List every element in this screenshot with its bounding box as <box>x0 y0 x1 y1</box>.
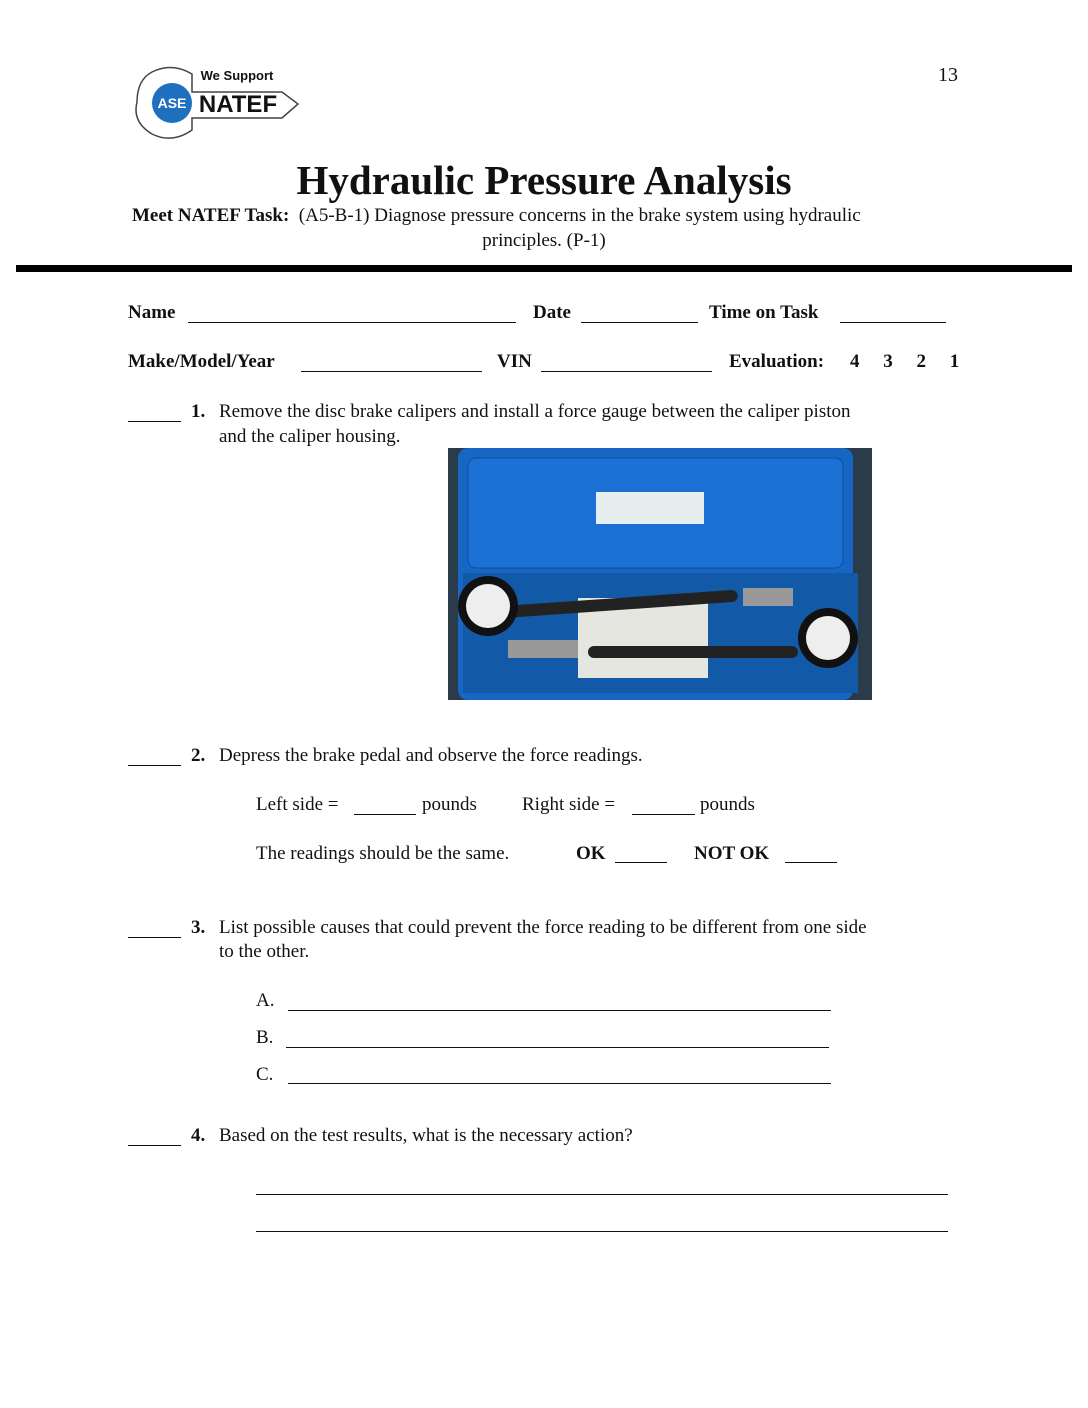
not-ok-field[interactable] <box>785 862 837 863</box>
make-model-year-label: Make/Model/Year <box>128 351 275 372</box>
step-2-text: Depress the brake pedal and observe the force readings. <box>219 745 643 766</box>
cause-c-label: C. <box>256 1064 274 1085</box>
step-4-check-field[interactable] <box>128 1145 181 1146</box>
time-on-task-label: Time on Task <box>709 302 819 323</box>
task-text: (A5-B-1) Diagnose pressure concerns in the brake system using hydraulic <box>298 205 861 226</box>
evaluation-options[interactable] <box>850 351 959 373</box>
step-3-text: List possible causes that could prevent the force reading to be different from one side <box>219 917 867 938</box>
not-ok-label: NOT OK <box>694 843 770 864</box>
page-title: Hydraulic Pressure Analysis <box>296 157 792 203</box>
vin-field[interactable] <box>541 371 712 372</box>
left-side-label: Left side = <box>256 794 339 815</box>
task-text-2: principles. (P-1) <box>482 230 606 251</box>
step-2-check-field[interactable] <box>128 765 181 766</box>
action-line-2[interactable] <box>256 1231 948 1232</box>
force-gauge-kit-photo <box>448 448 872 700</box>
time-on-task-field[interactable] <box>840 322 946 323</box>
ok-field[interactable] <box>615 862 667 863</box>
make-model-year-field[interactable] <box>301 371 482 372</box>
right-side-field[interactable] <box>632 814 695 815</box>
step-1-number: 1. <box>191 401 206 422</box>
cause-a-field[interactable] <box>288 1010 831 1011</box>
left-side-field[interactable] <box>354 814 416 815</box>
task-label: Meet NATEF Task: <box>132 205 290 226</box>
divider <box>16 265 1072 272</box>
page-number: 13 <box>938 64 958 86</box>
vin-label: VIN <box>497 351 532 372</box>
cause-c-field[interactable] <box>288 1083 831 1084</box>
right-side-label: Right side = <box>522 794 616 815</box>
cause-a-label: A. <box>256 990 275 1011</box>
svg-text:We Support: We Support <box>200 68 274 83</box>
step-4-text: Based on the test results, what is the necessary action? <box>219 1125 633 1146</box>
step-3-check-field[interactable] <box>128 937 181 938</box>
step-1-text: Remove the disc brake calipers and install a force gauge between the caliper piston <box>219 401 851 422</box>
date-field[interactable] <box>581 322 698 323</box>
step-4-number: 4. <box>191 1125 206 1146</box>
action-line-1[interactable] <box>256 1194 948 1195</box>
cause-b-label: B. <box>256 1027 274 1048</box>
key-logo-icon <box>132 62 302 144</box>
eval-4[interactable]: 4 <box>850 351 860 372</box>
evaluation-label: Evaluation: <box>729 351 825 372</box>
svg-text:NATEF: NATEF <box>198 91 278 118</box>
right-unit: pounds <box>700 794 755 815</box>
step-3-number: 3. <box>191 917 206 938</box>
step-1-text-2: and the caliper housing. <box>219 426 401 447</box>
date-label: Date <box>533 302 571 323</box>
svg-text:ASE: ASE <box>157 95 187 111</box>
step-1-check-field[interactable] <box>128 421 181 422</box>
eval-1[interactable]: 1 <box>949 351 960 372</box>
ase-natef-logo <box>132 62 302 144</box>
left-unit: pounds <box>422 794 477 815</box>
readings-same-text: The readings should be the same. <box>256 843 510 864</box>
eval-2[interactable]: 2 <box>916 351 926 372</box>
cause-b-field[interactable] <box>286 1047 829 1048</box>
step-3-text-2: to the other. <box>219 941 310 962</box>
ok-label: OK <box>576 843 606 864</box>
name-label: Name <box>128 302 176 323</box>
step-2-number: 2. <box>191 745 206 766</box>
name-field[interactable] <box>188 322 516 323</box>
eval-3[interactable]: 3 <box>883 351 893 372</box>
